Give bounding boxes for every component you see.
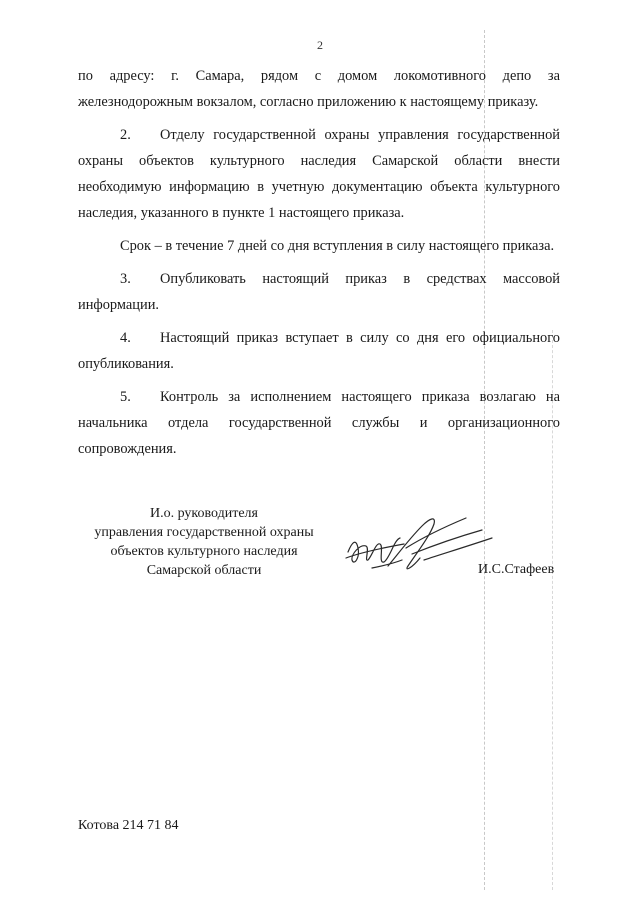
item-number: 3. (120, 271, 131, 287)
item-text: Настоящий приказ вступает в силу со дня его официального опубликования. (78, 330, 560, 372)
paragraph-item-2 (78, 122, 560, 226)
signatory-title-line: управления государственной охраны (94, 525, 314, 540)
order-body (78, 63, 560, 462)
item-text: Отделу государственной охраны управления государственной охраны объектов культурного наследия Самарской области внести необходимую информацию в учетную документацию объекта культурного наследия, указанного в пункте 1 настоящего приказа. (78, 127, 560, 221)
page-number: 2 (317, 38, 323, 52)
item-number: 5. (120, 389, 131, 405)
signatory-title-line: Самарской области (146, 563, 262, 578)
paragraph-deadline: Срок – в течение 7 дней со дня вступления в силу настоящего приказа. (120, 238, 555, 254)
paragraph-address: по адресу: г. Самара, рядом с домом локомотивного депо за железнодорожным вокзалом, согласно приложению к настоящему приказу. (78, 68, 560, 110)
item-number: 4. (120, 330, 131, 346)
paragraph-item-4 (78, 325, 560, 377)
executor-contact: Котова 214 71 84 (78, 818, 179, 833)
signer-name: И.С.Стафеев (478, 562, 555, 577)
signatory-title (70, 504, 338, 580)
item-text: Контроль за исполнением настоящего приказа возлагаю на начальника отдела государственной службы и организационного сопровождения. (78, 389, 560, 457)
paragraph-item-3 (78, 266, 560, 318)
item-text: Опубликовать настоящий приказ в средствах массовой информации. (78, 271, 560, 313)
signatory-title-line: объектов культурного наследия (110, 544, 298, 559)
item-number: 2. (120, 127, 131, 143)
signatory-title-line: И.о. руководителя (149, 506, 258, 521)
paragraph-item-5 (78, 384, 560, 462)
